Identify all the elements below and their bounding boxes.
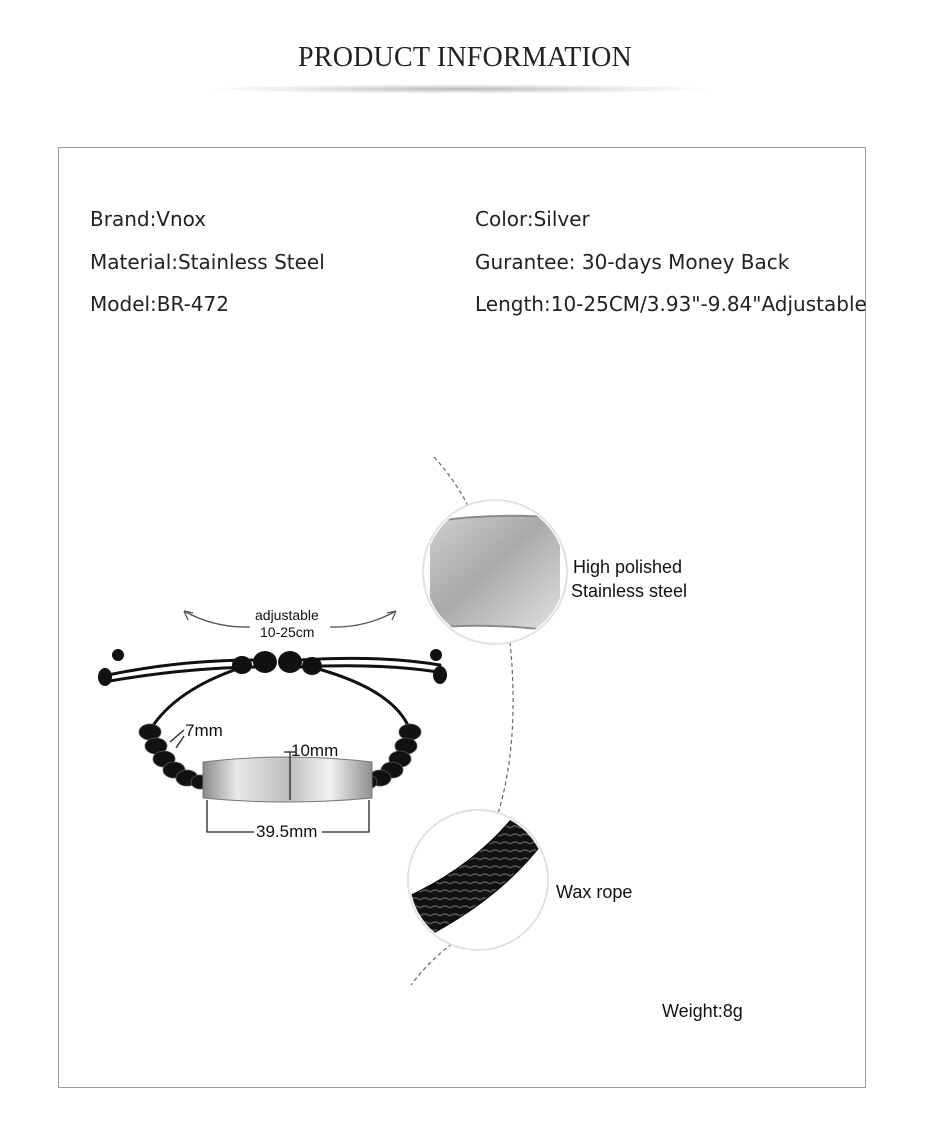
width-dimension-label: 7mm [185,721,223,740]
steel-zoom-circle [420,500,570,650]
spec-model: Model:BR-472 [90,292,229,316]
rope-zoom-circle [400,805,555,955]
spec-color: Color:Silver [475,207,590,231]
steel-callout-line2: Stainless steel [571,581,688,601]
spec-material: Material:Stainless Steel [90,250,325,274]
adjustable-label: adjustable [255,607,319,623]
adjustable-range-label: 10-25cm [260,624,315,640]
spec-length: Length:10-25CM/3.93"-9.84"Adjustable [475,292,867,316]
spec-guarantee: Gurantee: 30-days Money Back [475,250,790,274]
steel-bar-plate [203,757,372,802]
spec-brand: Brand:Vnox [90,207,207,231]
page-title: PRODUCT INFORMATION [298,42,632,73]
height-dimension-label: 10mm [291,741,339,760]
weight-label: Weight:8g [662,1001,743,1021]
rope-callout: Wax rope [556,882,633,902]
length-dimension-label: 39.5mm [256,822,318,841]
steel-callout-line1: High polished [573,557,683,577]
